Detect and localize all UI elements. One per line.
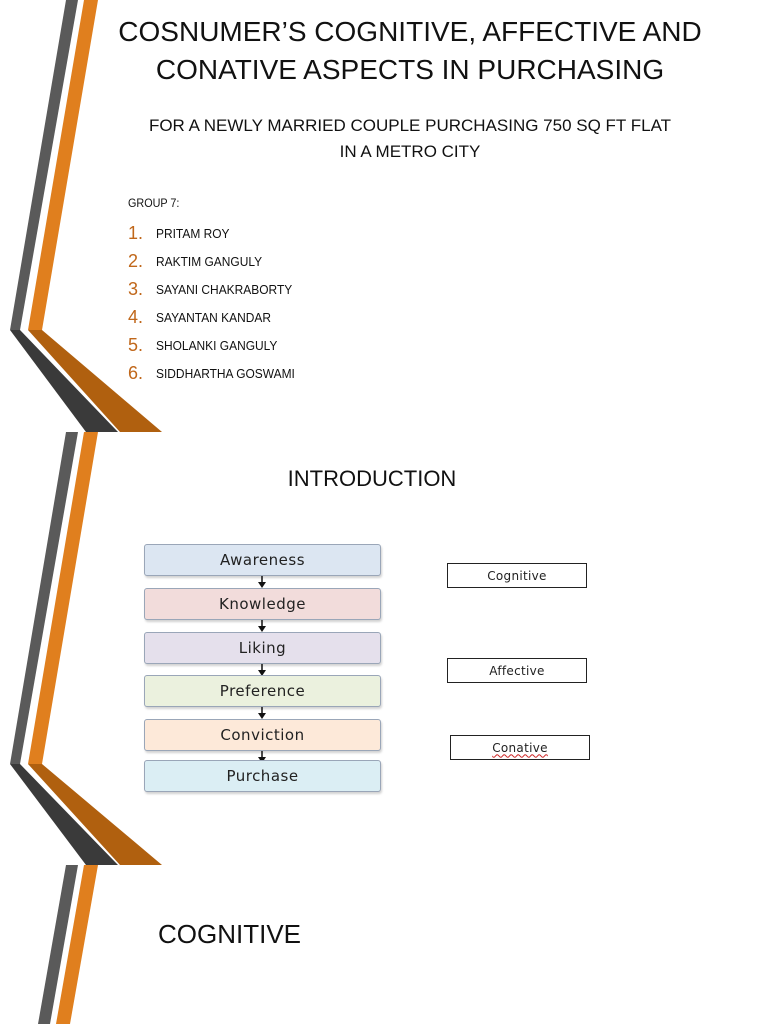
member-name: SAYANTAN KANDAR [156, 309, 271, 325]
member-name: SAYANI CHAKRABORTY [156, 281, 293, 297]
member-list [128, 219, 307, 387]
list-item [128, 331, 307, 359]
cognitive-title: COGNITIVE [158, 919, 302, 949]
stage-purchase: Purchase [144, 760, 381, 792]
stage-liking: Liking [144, 632, 381, 664]
page-title-line1: COSNUMER’S COGNITIVE, AFFECTIVE AND [118, 16, 702, 47]
subtitle-line2: IN A METRO CITY [339, 142, 481, 161]
slide-cognitive [0, 865, 768, 1024]
list-number: 2. [128, 251, 144, 271]
aspect-conative [450, 735, 590, 760]
stage-preference: Preference [144, 675, 381, 707]
introduction-title: INTRODUCTION [287, 466, 457, 491]
list-number: 6. [128, 363, 144, 383]
member-name: RAKTIM GANGULY [156, 253, 263, 269]
list-number: 3. [128, 279, 144, 299]
list-item [128, 247, 307, 275]
member-name: SHOLANKI GANGULY [156, 337, 278, 353]
list-number: 1. [128, 223, 144, 243]
slide-introduction [0, 432, 768, 865]
member-name: SIDDHARTHA GOSWAMI [156, 365, 295, 381]
group-label: GROUP 7: [128, 196, 180, 210]
page-title-line2: CONATIVE ASPECTS IN PURCHASING [155, 54, 665, 85]
stage-awareness: Awareness [144, 544, 381, 576]
slide-decoration [0, 865, 170, 1024]
subtitle-line1: FOR A NEWLY MARRIED COUPLE PURCHASING 750 SQ FT FLAT [148, 116, 672, 135]
aspect-cognitive: Cognitive [447, 563, 587, 588]
list-number: 4. [128, 307, 144, 327]
list-item [128, 359, 307, 387]
list-number: 5. [128, 335, 144, 355]
aspect-affective: Affective [447, 658, 587, 683]
stage-conviction: Conviction [144, 719, 381, 751]
member-name: PRITAM ROY [156, 225, 230, 241]
slide-title [0, 0, 768, 432]
list-item [128, 303, 307, 331]
down-arrow-icon [255, 707, 269, 719]
stage-knowledge: Knowledge [144, 588, 381, 620]
list-item [128, 275, 307, 303]
list-item [128, 219, 307, 247]
down-arrow-icon [255, 620, 269, 632]
aspect-conative-label: Conative [492, 740, 548, 755]
down-arrow-icon [255, 576, 269, 588]
